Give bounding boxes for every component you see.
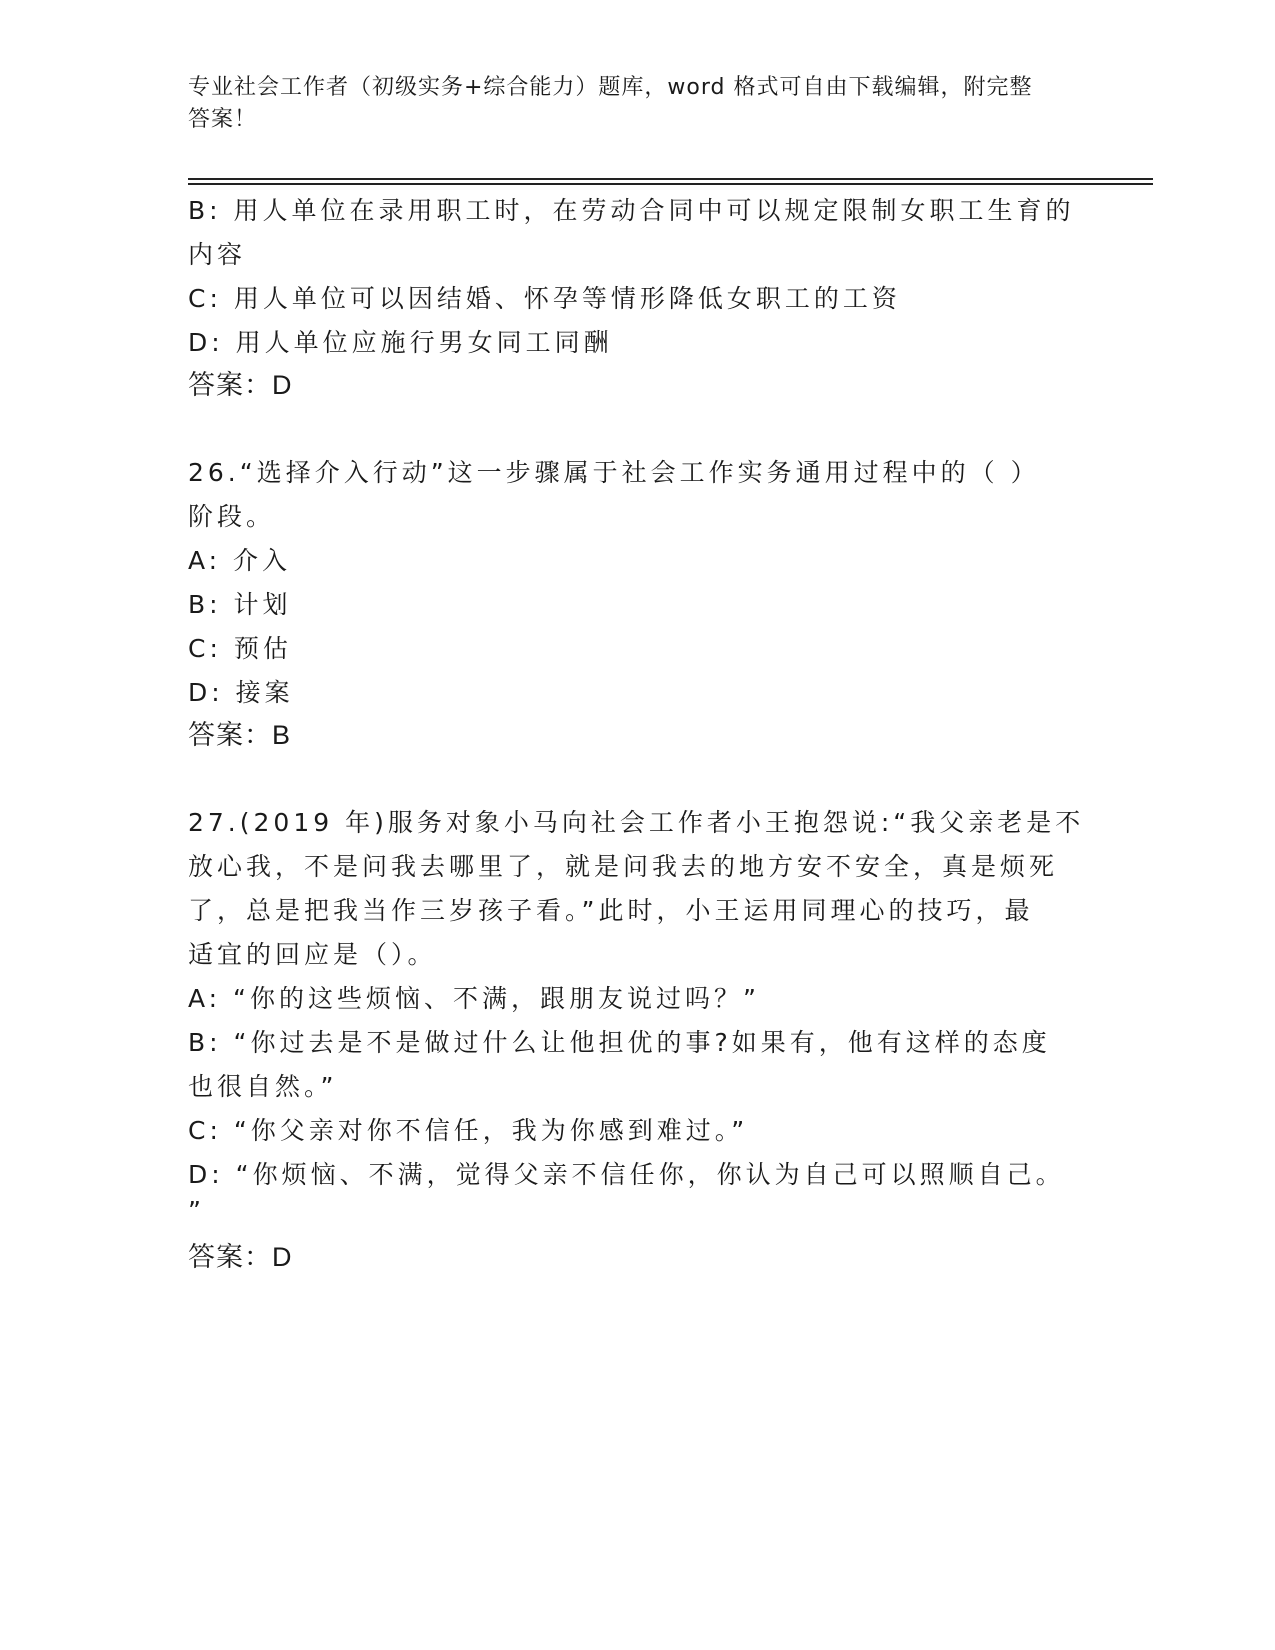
q26-stem-line-2: 阶段。 (188, 502, 276, 531)
q27-stem-line-3: 了，总是把我当作三岁孩子看。”此时，小王运用同理心的技巧，最 (188, 896, 1034, 925)
q26-option-a: A: 介入 (188, 546, 292, 575)
header-line-2: 答案！ (188, 107, 258, 132)
q25-option-d: D: 用人单位应施行男女同工同酬 (188, 328, 613, 357)
q27-stem-line-2: 放心我，不是问我去哪里了，就是问我去的地方安不安全，真是烦死 (188, 852, 1059, 881)
q25-option-b-line-1: B: 用人单位在录用职工时，在劳动合同中可以规定限制女职工生育的 (188, 196, 1075, 225)
q27-option-d-line-2: ” (188, 1196, 205, 1225)
q27-option-b-line-2: 也很自然。” (188, 1072, 338, 1101)
q26-option-b: B: 计划 (188, 590, 292, 619)
header-divider-top (188, 178, 1153, 180)
q26-option-c: C: 预估 (188, 634, 292, 663)
q26-option-d: D: 接案 (188, 678, 294, 707)
header-line-1: 专业社会工作者（初级实务+综合能力）题库，word 格式可自由下载编辑，附完整 (188, 75, 1033, 100)
q26-answer: 答案：B (188, 720, 292, 750)
q27-option-d-line-1: D: “你烦恼、不满，觉得父亲不信任你，你认为自己可以照顺自己。 (188, 1160, 1065, 1189)
header-divider-bottom (188, 183, 1153, 185)
q27-option-a: A: “你的这些烦恼、不满，跟朋友说过吗？” (188, 984, 760, 1013)
q25-answer: 答案：D (188, 370, 293, 400)
q27-stem-line-1: 27.(2019 年)服务对象小马向社会工作者小王抱怨说:“我父亲老是不 (188, 808, 1085, 837)
q27-option-b-line-1: B: “你过去是不是做过什么让他担优的事?如果有，他有这样的态度 (188, 1028, 1051, 1057)
q27-option-c: C: “你父亲对你不信任，我为你感到难过。” (188, 1116, 749, 1145)
document-header (188, 72, 1088, 136)
q26-stem-line-1: 26.“选择介入行动”这一步骤属于社会工作实务通用过程中的（ ） (188, 458, 1040, 487)
q25-option-b-line-2: 内容 (188, 240, 247, 269)
q27-stem-line-4: 适宜的回应是（）。 (188, 940, 437, 969)
q25-option-c: C: 用人单位可以因结婚、怀孕等情形降低女职工的工资 (188, 284, 901, 313)
q27-answer: 答案：D (188, 1242, 293, 1272)
